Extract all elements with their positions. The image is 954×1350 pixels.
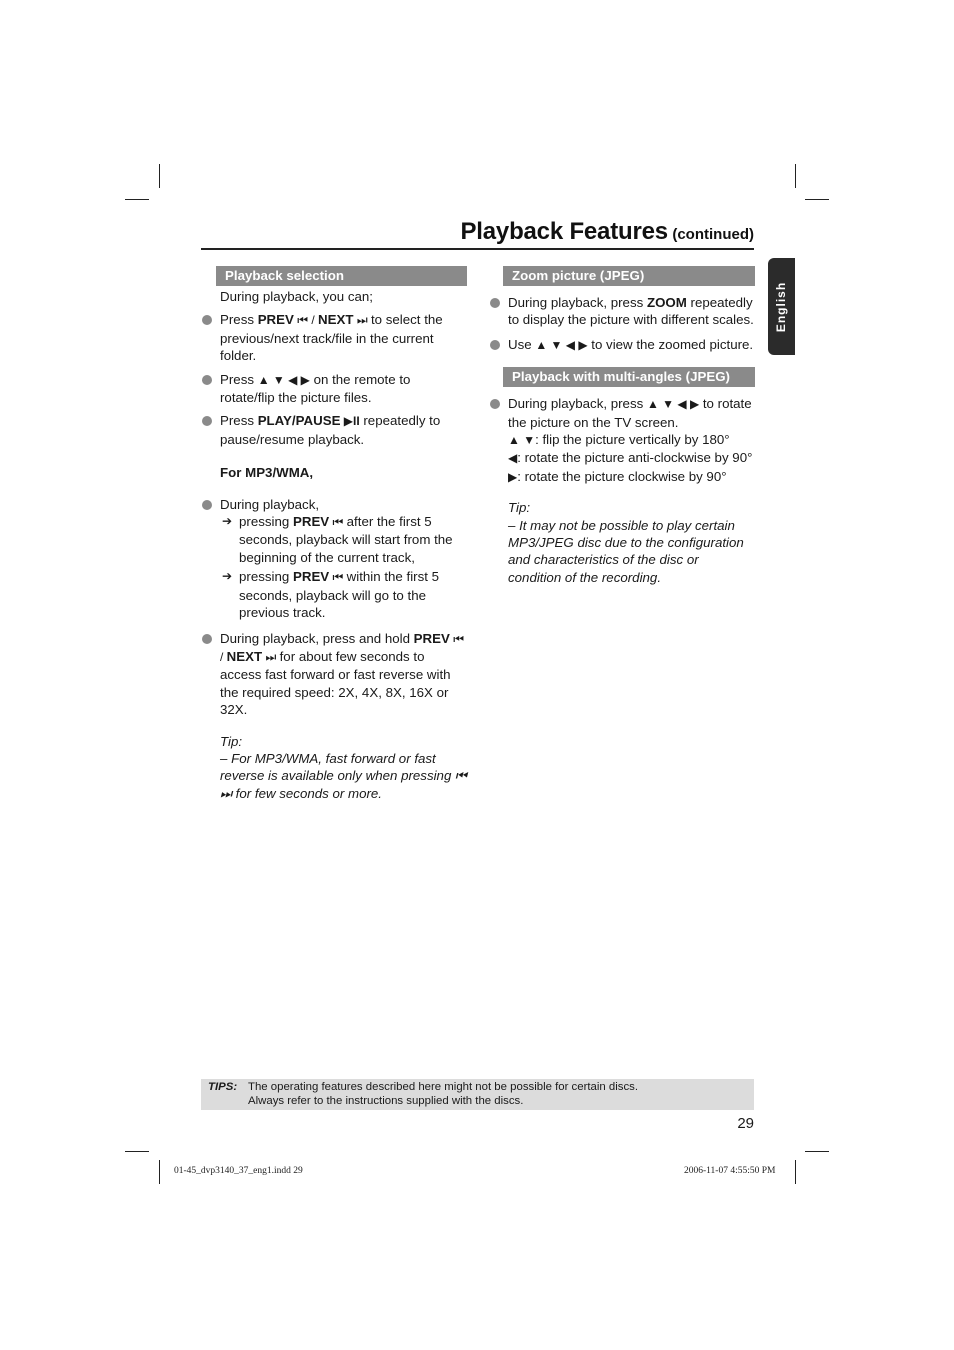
- bullet-prev-next: Press PREV ⏮ / NEXT ⏭ to select the previous/next track/file in the current folder.: [201, 311, 467, 364]
- language-tab-label: English: [774, 281, 789, 332]
- sub-item-after-5s: ➔ pressing PREV ⏮ after the first 5 seconds, playback will start from the beginning of the current track,: [222, 514, 453, 565]
- footer-filename: 01-45_dvp3140_37_eng1.indd 29: [174, 1166, 303, 1176]
- section-heading-multi-angles: Playback with multi-angles (JPEG): [503, 367, 755, 387]
- bullet-play-pause: Press PLAY/PAUSE ▶II repeatedly to pause/resume playback.: [201, 412, 467, 448]
- arrow-keys-icon: ▲ ▼ ◀ ▶: [535, 337, 588, 352]
- bullet-dot-icon: [490, 399, 500, 409]
- left-arrow-icon: ◀: [508, 451, 518, 466]
- crop-mark: [159, 1160, 160, 1184]
- bullet-dot-icon: [202, 315, 212, 325]
- bullet-dot-icon: [202, 634, 212, 644]
- language-tab: [768, 258, 795, 355]
- crop-mark: [795, 164, 796, 188]
- page-number: 29: [737, 1115, 754, 1132]
- left-column: [201, 266, 467, 802]
- tips-box: [201, 1079, 754, 1110]
- crop-mark: [159, 164, 160, 188]
- flip-vertical-line: ▲ ▼: flip the picture vertically by 180°: [508, 432, 730, 448]
- bullet-dot-icon: [202, 500, 212, 510]
- section-heading-playback-selection: Playback selection: [216, 266, 467, 286]
- arrow-keys-icon: ▲ ▼ ◀ ▶: [257, 372, 310, 387]
- bullet-press-hold: During playback, press and hold PREV ⏮ / NEXT ⏭ for about few seconds to access fast forward or fast reverse with the required speed: 2X, 4X, 8X, 16X or 32X.: [201, 630, 467, 719]
- footer-timestamp: 2006-11-07 4:55:50 PM: [684, 1166, 776, 1176]
- crop-mark: [805, 199, 829, 200]
- bullet-zoom: During playback, press ZOOM repeatedly to display the picture with different scales.: [489, 294, 755, 329]
- bullet-dot-icon: [490, 340, 500, 350]
- up-down-arrow-icon: ▲ ▼: [508, 433, 536, 448]
- tip-label: Tip:: [220, 733, 243, 749]
- arrow-keys-icon: ▲ ▼ ◀ ▶: [646, 397, 700, 412]
- bullet-use-arrows: Use ▲ ▼ ◀ ▶ to view the zoomed picture.: [489, 336, 755, 354]
- tip-text: – For MP3/WMA, fast forward or fast reverse is available only when pressing ⏮ ⏭ for few seconds or more.: [220, 750, 468, 801]
- mp3-heading: For MP3/WMA,: [220, 465, 314, 481]
- tips-text: The operating features described here might not be possible for certain discs. Always refer to the instructions supplied with the discs.: [248, 1081, 639, 1107]
- bullet-dot-icon: [202, 416, 212, 426]
- crop-mark: [795, 1160, 796, 1184]
- play-pause-icon: ▶II: [340, 414, 360, 429]
- tips-label: TIPS:: [208, 1081, 238, 1093]
- right-arrow-icon: ▶: [508, 469, 518, 484]
- crop-mark: [125, 1151, 149, 1152]
- section-heading-zoom: Zoom picture (JPEG): [503, 266, 755, 286]
- crop-mark: [125, 199, 149, 200]
- page-title: [201, 218, 754, 250]
- intro-text: During playback, you can;: [220, 289, 373, 304]
- bullet-during-playback: During playback, ➔ pressing PREV ⏮ after the first 5 seconds, playback will start from the beginning of the current track, ➔ pressing PREV ⏮ within the first 5 seconds, playback will go to the previous track.: [201, 496, 467, 622]
- rotate-anticlockwise-line: ◀: rotate the picture anti-clockwise by 90°: [508, 450, 753, 466]
- arrow-right-icon: ➔: [222, 514, 233, 529]
- title-main: Playback Features: [460, 218, 668, 245]
- bullet-rotate-tv: During playback, press ▲ ▼ ◀ ▶ to rotate the picture on the TV screen. ▲ ▼: flip the picture vertically by 180° ◀: rotate the picture anti-clockwise by 90° ▶: rotate the picture clockwise by 90°: [489, 395, 755, 486]
- rotate-clockwise-line: ▶: rotate the picture clockwise by 90°: [508, 468, 727, 484]
- title-continued: (continued): [672, 226, 754, 243]
- tip-text: – It may not be possible to play certain MP3/JPEG disc due to the configuration and characteristics of the disc or condition of the recording.: [508, 517, 744, 585]
- bullet-rotate-flip: Press ▲ ▼ ◀ ▶ on the remote to rotate/flip the picture files.: [201, 371, 467, 407]
- right-column: [489, 266, 755, 586]
- crop-mark: [805, 1151, 829, 1152]
- tip-label: Tip:: [508, 500, 531, 516]
- bullet-dot-icon: [490, 298, 500, 308]
- bullet-dot-icon: [202, 375, 212, 385]
- arrow-right-icon: ➔: [222, 569, 233, 584]
- sub-item-within-5s: ➔ pressing PREV ⏮ within the first 5 seconds, playback will go to the previous track.: [222, 569, 440, 621]
